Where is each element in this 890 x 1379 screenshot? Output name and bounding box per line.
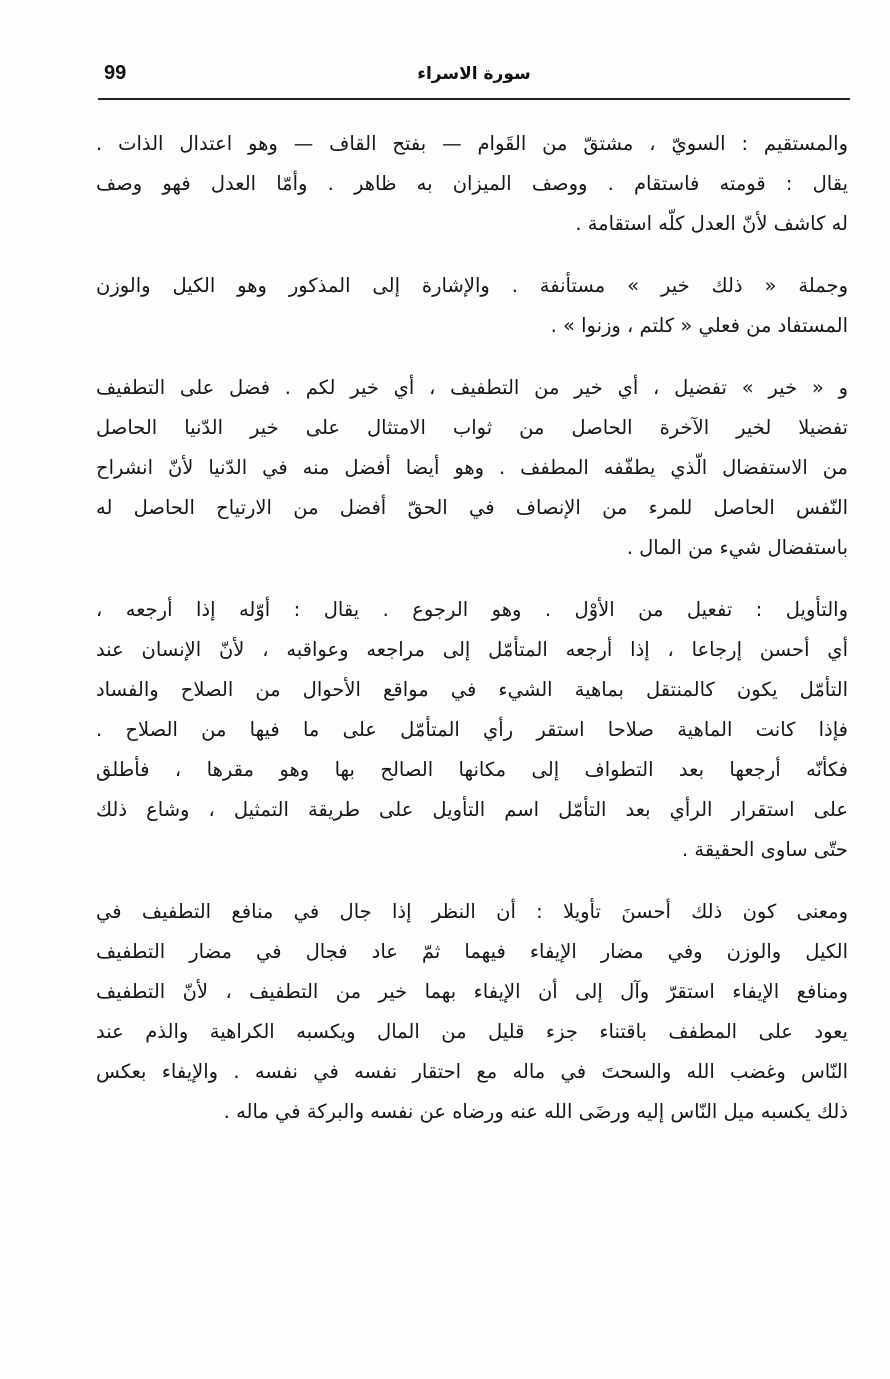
text-line: يقال : قومته فاستقام . ووصف الميزان به ظاهر . وأمّا العدل فهو وصف (96, 172, 848, 195)
text-line: المستفاد من فعلي « كلتم ، وزنوا » . (550, 314, 848, 337)
paragraph (96, 266, 848, 346)
text-line: حتّى ساوى الحقيقة . (682, 838, 848, 861)
text-line: الكيل والوزن وفي مضار الإيفاء فيهما ثمّ عاد فجال في مضار التطفيف (96, 940, 848, 963)
page-number: 99 (104, 62, 127, 84)
text-line: ومنافع الإيفاء استقرّ وآل إلى أن الإيفاء بهما خير من التطفيف ، لأنّ التطفيف (96, 980, 848, 1003)
text-line: من الاستفضال الّذي يطفّفه المطفف . وهو أيضا أفضل منه في الدّنيا لأنّ انشراح (96, 456, 848, 479)
text-line: يعود على المطفف باقتناء جزء قليل من المال ويكسبه الكراهية والذم عند (96, 1020, 848, 1043)
text-line: له كاشف لأنّ العدل كلّه استقامة . (575, 212, 848, 235)
text-line: تفضيلا لخير الآخرة الحاصل من ثواب الامتثال على خير الدّنيا الحاصل (96, 416, 848, 439)
text-line: و « خير » تفضيل ، أي خير من التطفيف ، أي خير لكم . فضل على التطفيف (96, 376, 848, 399)
text-line: وجملة « ذلك خير » مستأنفة . والإشارة إلى المذكور وهو الكيل والوزن (96, 274, 848, 297)
paragraph (96, 590, 848, 870)
surah-title: سورة الاسراء (417, 64, 531, 84)
text-line: باستفضال شيء من المال . (626, 536, 848, 559)
page-body-text (96, 124, 848, 1154)
text-line: فكأنّه أرجعها بعد التطواف إلى مكانها الصالح بها وهو مقرها ، فأطلق (96, 758, 848, 781)
text-line: النّفس الحاصل للمرء من الإنصاف في الحقّ أفضل من الارتياح الحاصل له (96, 496, 848, 519)
text-line: التأمّل يكون كالمنتقل بماهية الشيء في مواقع الأحوال من الصلاح والفساد (96, 678, 848, 701)
paragraph (96, 892, 848, 1132)
text-line: ذلك يكسبه ميل النّاس إليه ورضَى الله عنه ورضاه عن نفسه والبركة في ماله . (223, 1100, 848, 1123)
text-line: على استقرار الرأي بعد التأمّل اسم التأويل على طريقة التمثيل ، وشاع ذلك (96, 798, 848, 821)
text-line: أي أحسن إرجاعا ، إذا أرجعه المتأمّل إلى مراجعه وعواقبه ، لأنّ الإنسان عند (96, 638, 848, 661)
paragraph (96, 368, 848, 568)
text-line: فإذا كانت الماهية صلاحا استقر رأي المتأمّل على ما فيها من الصلاح . (96, 718, 848, 741)
text-line: والتأويل : تفعيل من الأوْل . وهو الرجوع . يقال : أوّله إذا أرجعه ، (96, 598, 848, 621)
text-line: والمستقيم : السويّ ، مشتقّ من القَوام — بفتح القاف — وهو اعتدال الذات . (96, 132, 848, 155)
text-line: ومعنى كون ذلك أحسنَ تأويلا : أن النظر إذا جال في منافع التطفيف في (96, 900, 848, 923)
text-line: النّاس وغضب الله والسحتَ في ماله مع احتقار نفسه في نفسه . والإيفاء بعكس (96, 1060, 848, 1083)
page-header (98, 58, 850, 100)
paragraph (96, 124, 848, 244)
